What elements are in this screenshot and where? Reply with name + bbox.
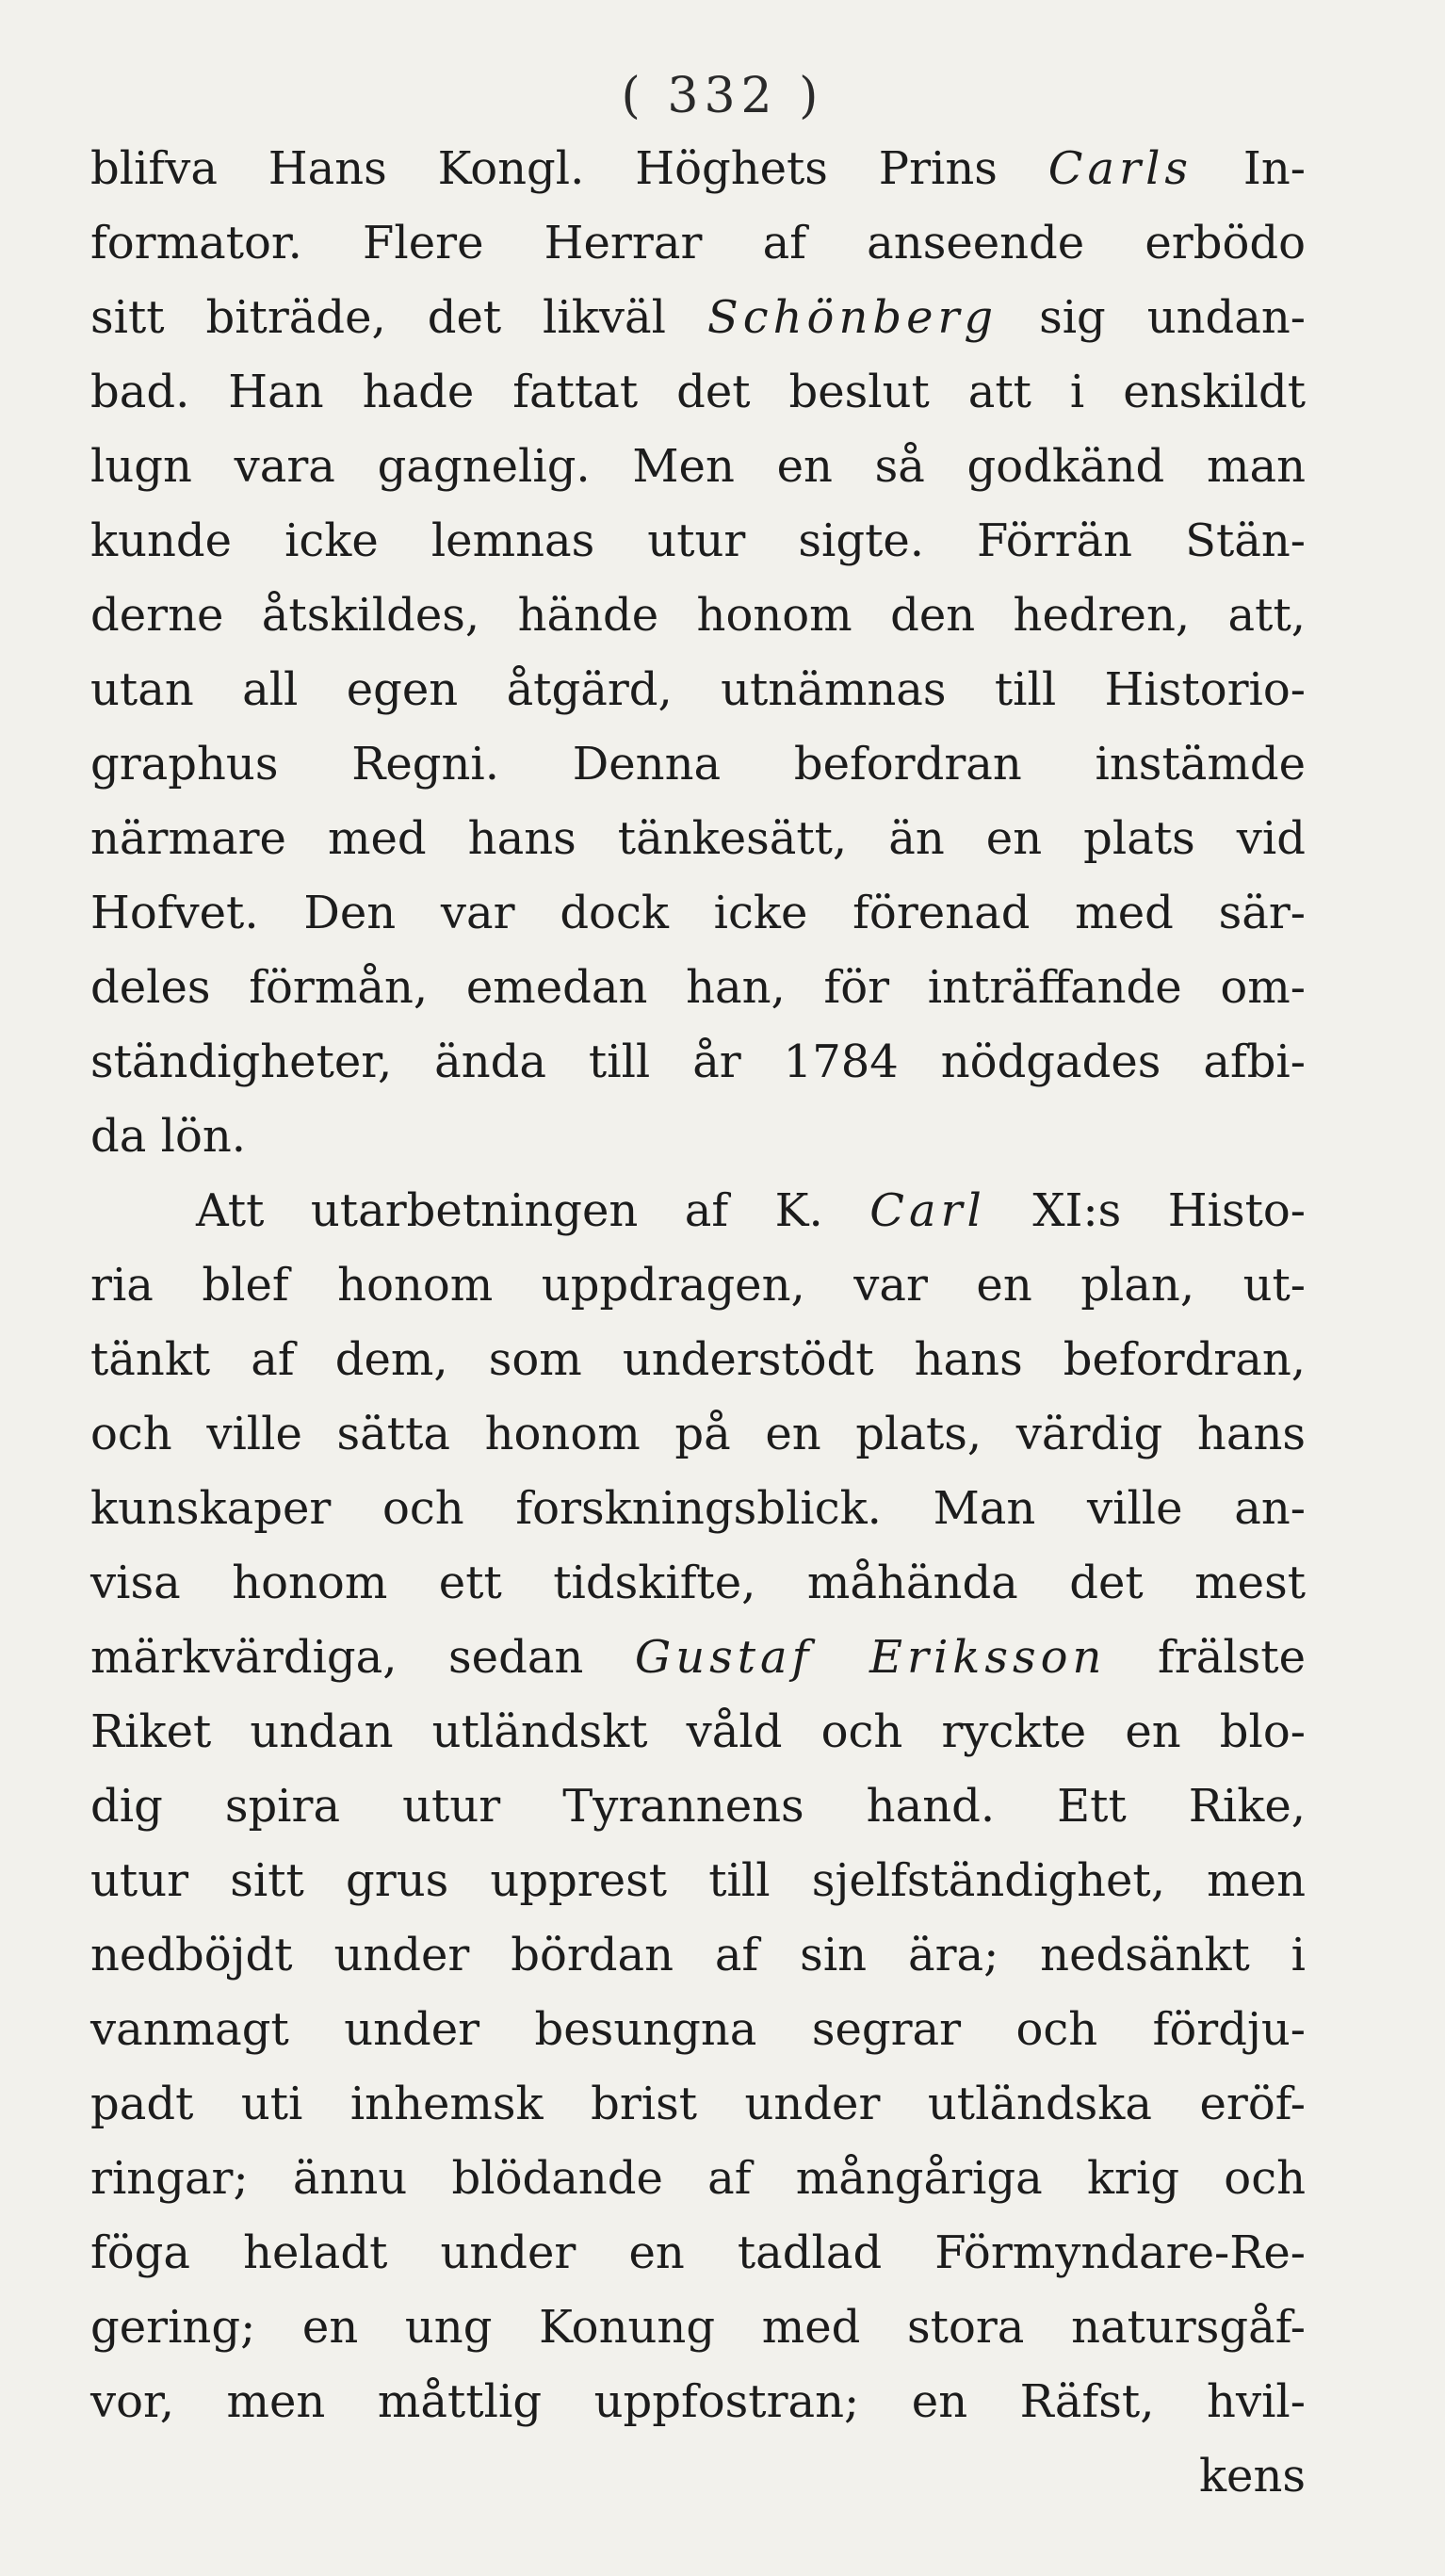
text-line — [90, 1025, 1306, 1100]
text-span: vor, men måttlig uppfostran; en Räfst, hvil- — [90, 2375, 1306, 2428]
text-span: ringar; ännu blödande af mångåriga krig och — [90, 2152, 1306, 2205]
text-span: bad. Han hade fattat det beslut att i enskildt — [90, 366, 1306, 418]
text-line — [90, 1695, 1306, 1769]
text-span: utan all egen åtgärd, utnämnas till Historio- — [90, 663, 1306, 716]
body-text — [90, 132, 1306, 2514]
text-line — [90, 281, 1306, 355]
text-line — [90, 2216, 1306, 2291]
page-number: ( 332 ) — [621, 68, 824, 124]
text-line — [90, 1323, 1306, 1397]
text-line — [90, 2142, 1306, 2216]
text-span: visa honom ett tidskifte, måhända det mest — [90, 1557, 1306, 1609]
text-span: ria blef honom uppdragen, var en plan, ut- — [90, 1259, 1306, 1312]
text-line — [90, 430, 1306, 504]
text-line — [90, 355, 1306, 430]
text-line — [90, 1397, 1306, 1472]
text-line — [90, 579, 1306, 653]
text-span: Hofvet. Den var dock icke förenad med sär- — [90, 887, 1306, 939]
text-line — [90, 802, 1306, 876]
text-span: padt uti inhemsk brist under utländska eröf- — [90, 2078, 1306, 2130]
text-line — [90, 504, 1306, 579]
text-line — [90, 1174, 1306, 1248]
text-span: närmare med hans tänkesätt, än en plats vid — [90, 812, 1306, 865]
text-line — [90, 1100, 1306, 1174]
text-span: sitt biträde, det likväl — [90, 291, 707, 344]
text-line — [90, 2291, 1306, 2365]
text-line — [90, 1621, 1306, 1695]
text-span: deles förmån, emedan han, för inträffande om- — [90, 961, 1306, 1014]
text-span: ständigheter, ända till år 1784 nödgades afbi- — [90, 1035, 1306, 1088]
text-span: Riket undan utländskt våld och ryckte en blo- — [90, 1705, 1306, 1758]
text-span: kunde icke lemnas utur sigte. Förrän Stän- — [90, 514, 1306, 567]
emphasized-name: Carl — [869, 1184, 986, 1237]
emphasized-name: Gustaf Eriksson — [634, 1631, 1107, 1684]
text-line — [90, 1993, 1306, 2067]
text-span: och ville sätta honom på en plats, värdig hans — [90, 1408, 1306, 1460]
text-span: tänkt af dem, som understödt hans befordran, — [90, 1333, 1306, 1386]
text-line — [90, 1769, 1306, 1844]
text-line — [90, 653, 1306, 727]
text-line — [90, 2365, 1306, 2439]
text-span: gering; en ung Konung med stora natursgåf- — [90, 2301, 1306, 2354]
text-line — [90, 727, 1306, 802]
text-span: kunskaper och forskningsblick. Man ville an- — [90, 1482, 1306, 1535]
text-line — [90, 1918, 1306, 1993]
text-span: blifva Hans Kongl. Höghets Prins — [90, 142, 1048, 195]
text-line — [90, 2067, 1306, 2142]
text-span: kens — [1198, 2450, 1306, 2503]
text-span: dig spira utur Tyrannens hand. Ett Rike, — [90, 1780, 1306, 1833]
text-line — [90, 206, 1306, 281]
text-line — [90, 951, 1306, 1025]
text-span: XI:s Histo- — [985, 1184, 1306, 1237]
text-span: derne åtskildes, hände honom den hedren, att, — [90, 589, 1306, 642]
text-line — [90, 876, 1306, 951]
text-span: Att utarbetningen af K. — [196, 1184, 870, 1237]
text-line — [90, 1844, 1306, 1918]
text-span: formator. Flere Herrar af anseende erbödo — [90, 217, 1306, 269]
text-span: föga heladt under en tadlad Förmyndare-Re- — [90, 2226, 1306, 2279]
text-line — [90, 1472, 1306, 1546]
text-span: da lön. — [90, 1110, 247, 1163]
text-span: lugn vara gagnelig. Men en så godkänd man — [90, 440, 1306, 493]
text-span: vanmagt under besungna segrar och fördju- — [90, 2003, 1306, 2056]
text-span: graphus Regni. Denna befordran instämde — [90, 738, 1306, 791]
emphasized-name: Carls — [1047, 142, 1193, 195]
text-line — [90, 1546, 1306, 1621]
emphasized-name: Schönberg — [706, 291, 999, 344]
catchword — [90, 2439, 1306, 2514]
text-span: In- — [1193, 142, 1307, 195]
text-span: sig undan- — [998, 291, 1307, 344]
text-span: nedböjdt under bördan af sin ära; nedsänkt i — [90, 1929, 1306, 1981]
text-span: utur sitt grus upprest till sjelfständighet, men — [90, 1854, 1306, 1907]
text-line — [90, 1248, 1306, 1323]
text-span: märkvärdiga, sedan — [90, 1631, 635, 1684]
text-span: frälste — [1106, 1631, 1306, 1684]
text-line — [90, 132, 1306, 206]
